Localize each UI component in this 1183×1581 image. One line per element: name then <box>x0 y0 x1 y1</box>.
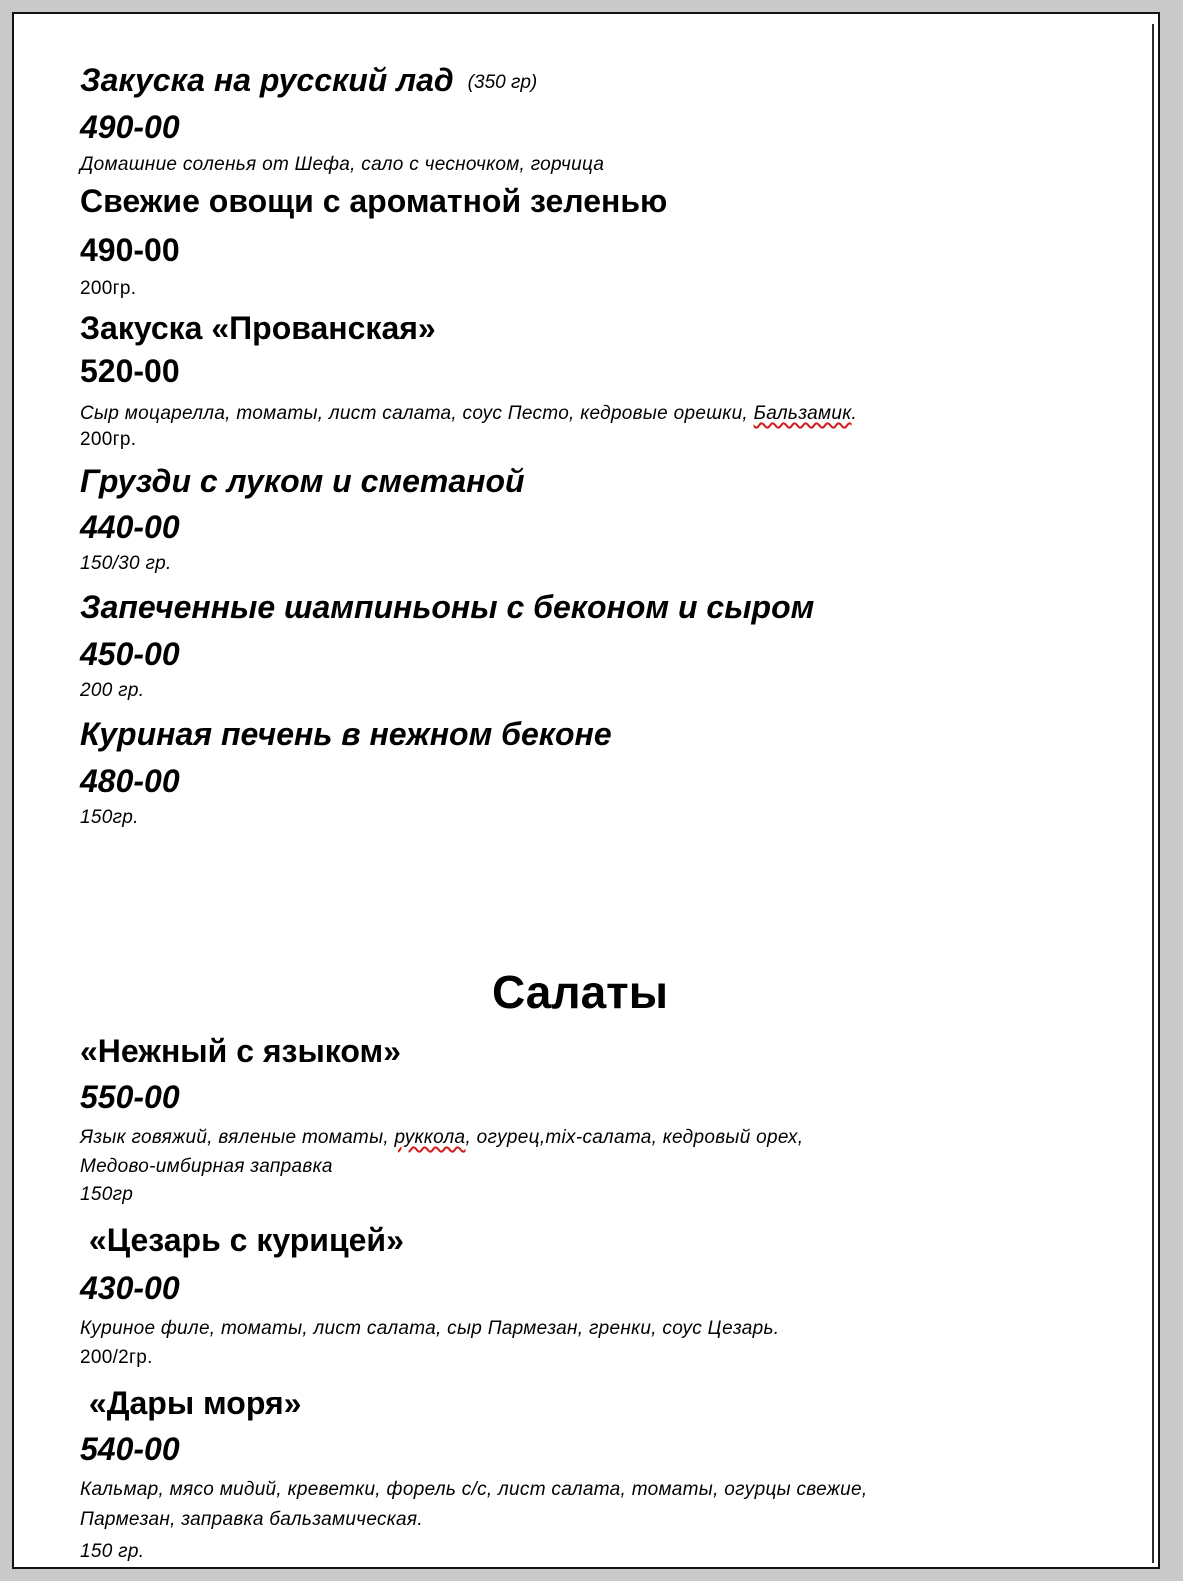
item-weight: 200гр. <box>80 278 137 299</box>
item-price: 480-00 <box>80 763 180 799</box>
item-name: Закуска «Прованская» <box>80 310 436 346</box>
item-name: «Дары моря» <box>80 1385 302 1421</box>
item-description-line2: Пармезан, заправка бальзамическая. <box>80 1509 423 1530</box>
description-end: . <box>851 403 858 424</box>
item-weight: 150гр <box>80 1184 134 1205</box>
item-name: Свежие овощи с ароматной зеленью <box>80 183 668 219</box>
menu-item-tender-tongue-salad <box>80 1031 1120 1208</box>
item-name: «Цезарь с курицей» <box>80 1222 404 1258</box>
item-weight: 150/30 гр. <box>80 553 172 574</box>
item-name: «Нежный с языком» <box>80 1033 401 1069</box>
item-name: Куриная печень в нежном беконе <box>80 716 612 752</box>
section-title-salads: Салаты <box>492 966 668 1018</box>
item-price: 490-00 <box>80 109 180 145</box>
item-weight: 200 гр. <box>80 680 145 701</box>
description-text: Язык говяжий, вяленые томаты, <box>80 1127 395 1148</box>
item-description: Кальмар, мясо мидий, креветки, форель с/с, лист салата, томаты, огурцы свежие, <box>80 1479 868 1500</box>
menu-page <box>12 12 1160 1569</box>
menu-item-chicken-liver-bacon <box>80 714 1120 831</box>
menu-item-fresh-vegetables <box>80 181 1120 302</box>
item-weight: 150 гр. <box>80 1541 145 1562</box>
item-inline-weight: (350 гр) <box>467 72 538 93</box>
item-description <box>80 1123 1120 1152</box>
item-name: Грузди с луком и сметаной <box>80 463 525 499</box>
menu-item-mushrooms-sour-cream <box>80 461 1120 577</box>
item-weight: 200гр. <box>80 429 137 450</box>
menu-item-provence-appetizer <box>80 308 1120 453</box>
description-text: Сыр моцарелла, томаты, лист салата, соус Песто, кедровые орешки, <box>80 403 754 424</box>
menu-item-seafood-salad <box>80 1383 1120 1565</box>
item-price: 540-00 <box>80 1431 180 1467</box>
description-text-end: , огурец,mix-салата, кедровый орех, <box>465 1127 804 1148</box>
item-weight: 200/2гр. <box>80 1347 153 1368</box>
item-description <box>80 400 1120 427</box>
item-price: 520-00 <box>80 353 180 389</box>
item-weight: 150гр. <box>80 807 139 828</box>
item-price: 550-00 <box>80 1079 180 1115</box>
item-name: Запеченные шампиньоны с беконом и сыром <box>80 589 815 625</box>
item-price: 490-00 <box>80 232 180 268</box>
item-description: Домашние соленья от Шефа, сало с чесночком, горчица <box>80 154 605 175</box>
spellcheck-flagged-word: руккола <box>394 1127 466 1148</box>
page-edge-line <box>1152 24 1154 1563</box>
menu-item-russian-appetizer <box>80 60 1120 179</box>
spellcheck-flagged-word: Бальзамик <box>753 403 852 424</box>
menu-item-baked-champignons <box>80 587 1120 704</box>
item-price: 450-00 <box>80 636 180 672</box>
item-description-line2: Медово-имбирная заправка <box>80 1156 333 1177</box>
item-description: Куриное филе, томаты, лист салата, сыр Пармезан, гренки, соус Цезарь. <box>80 1318 780 1339</box>
item-name-text: Закуска на русский лад <box>80 62 454 98</box>
item-price: 440-00 <box>80 509 180 545</box>
item-name <box>80 60 1120 103</box>
item-price: 430-00 <box>80 1270 180 1306</box>
menu-item-caesar-chicken <box>80 1220 1120 1371</box>
menu-content <box>80 60 1120 1565</box>
